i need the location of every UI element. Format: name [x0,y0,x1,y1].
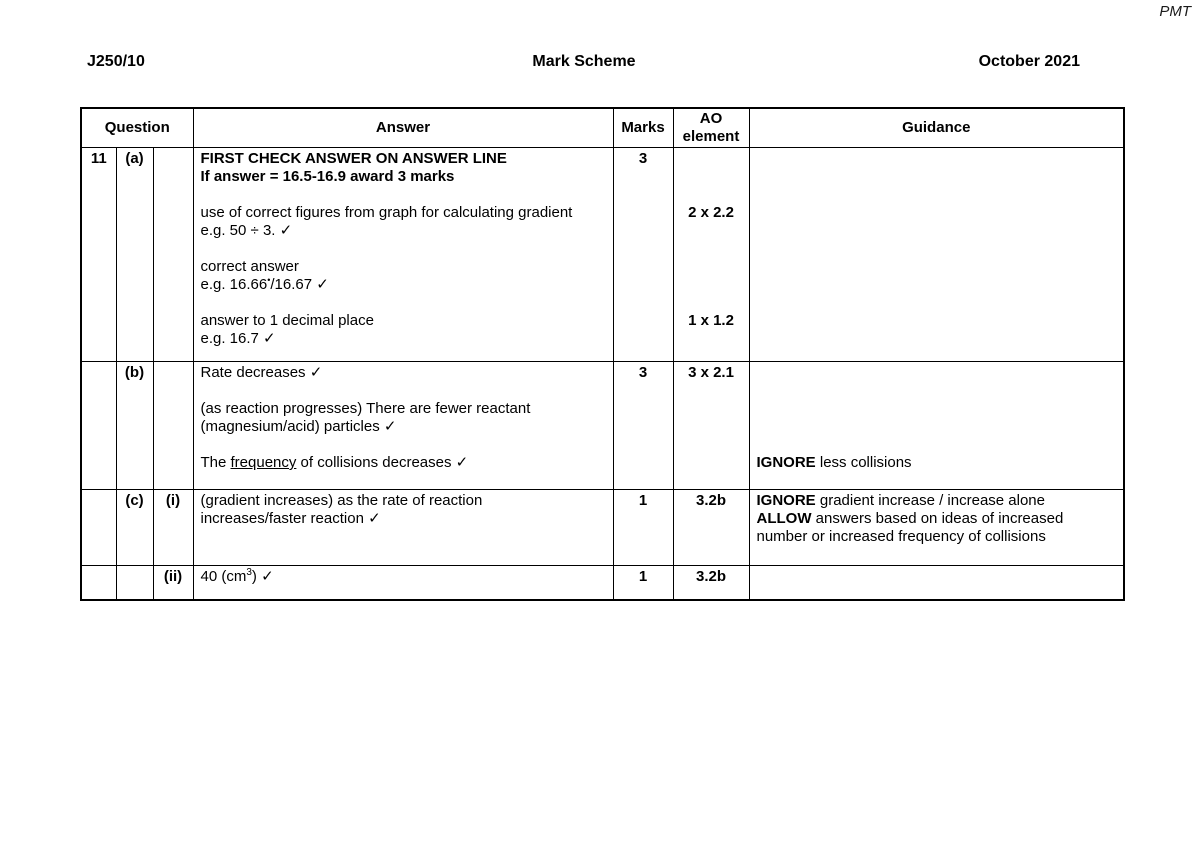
ao-element-value: 3.2b [695,492,726,509]
answer-text: The [200,454,231,471]
question-part [116,566,153,600]
value-text: /16.67 ✓ [270,276,329,293]
marks-cell-11ci: 1 [613,490,673,566]
paper-code: J250/10 [87,53,145,70]
row-11c-ii [81,566,1124,600]
blank-line [201,382,606,400]
pmt-watermark: PMT [1159,3,1191,20]
superscript-3: 3 [246,567,252,578]
answer-text: ) ✓ [251,568,274,585]
question-number [81,362,116,490]
row-11c-i [81,490,1124,566]
question-sub [153,362,193,490]
question-number [81,490,116,566]
guidance-text: gradient increase / increase alone [815,492,1045,509]
guidance-text: answers based on ideas of increased [811,510,1064,527]
question-sub: (ii) [153,566,193,600]
marking-point: use of correct figures from graph for calculating gradient [200,204,573,221]
blank-line [201,186,606,204]
blank-line [201,240,606,258]
guidance-line [757,454,1117,472]
marking-point: Rate decreases ✓ [200,364,323,381]
row-11a [81,148,1124,362]
guidance-cell-11b [749,362,1124,490]
question-part: (c) [116,490,153,566]
marking-point: (gradient increases) as the rate of reaction [200,492,483,509]
table-header-row [81,108,1124,148]
ao-element-value: 3.2b [695,568,726,585]
answer-text: 40 (cm [200,568,247,585]
guidance-keyword: ALLOW [756,510,812,527]
guidance-cell-11ci [749,490,1124,566]
ao-element-value: 2 x 2.2 [688,204,734,221]
session-date: October 2021 [978,53,1080,70]
blank-line [201,436,606,454]
marking-point: correct answer [200,258,299,275]
marks-cell-11a: 3 [613,148,673,362]
marking-point-example [201,276,606,294]
document-header [0,53,1200,73]
question-sub: (i) [153,490,193,566]
question-sub [153,148,193,362]
question-number: 11 [81,148,116,362]
marks-cell-11b: 3 [613,362,673,490]
mark-scheme-table [80,107,1125,601]
marks-column-header: Marks [613,108,673,148]
ao-element-cell-11ci [673,490,749,566]
marking-point-example: e.g. 50 ÷ 3. ✓ [200,222,293,239]
value-text: e.g. 16.66 [200,276,268,293]
marking-point [201,568,606,586]
question-part: (a) [116,148,153,362]
ao-element-value: 1 x 1.2 [688,312,734,329]
guidance-text: less collisions [815,454,912,471]
ao-element-column-header: AO element [673,108,749,148]
answer-cell-11a [193,148,613,362]
marks-cell-11cii: 1 [613,566,673,600]
answer-cell-11b [193,362,613,490]
guidance-cell-11a [749,148,1124,362]
question-column-header: Question [81,108,193,148]
guidance-line: number or increased frequency of collisions [756,528,1046,545]
row-11b [81,362,1124,490]
marking-point [201,454,606,472]
guidance-keyword: IGNORE [756,492,816,509]
guidance-line [757,492,1117,510]
document-title: Mark Scheme [532,53,636,70]
ao-element-cell-11a [673,148,749,362]
answer-cell-11cii [193,566,613,600]
marking-point: answer to 1 decimal place [200,312,374,329]
guidance-column-header: Guidance [749,108,1124,148]
question-number [81,566,116,600]
answer-instruction-line: FIRST CHECK ANSWER ON ANSWER LINE [200,150,507,167]
ao-element-value: 3 x 2.1 [688,364,734,381]
marking-point: (as reaction progresses) There are fewer reactant [200,400,531,417]
guidance-cell-11cii [749,566,1124,600]
answer-instruction-line: If answer = 16.5-16.9 award 3 marks [200,168,455,185]
answer-text: of collisions decreases ✓ [296,454,469,471]
guidance-line [757,510,1117,528]
guidance-keyword: IGNORE [756,454,816,471]
underlined-word: frequency [230,454,297,471]
blank-line [201,294,606,312]
answer-column-header: Answer [193,108,613,148]
ao-element-cell-11cii [673,566,749,600]
recurring-decimal-dot: • [267,275,271,285]
ao-element-cell-11b [673,362,749,490]
marking-point: (magnesium/acid) particles ✓ [200,418,397,435]
answer-cell-11ci [193,490,613,566]
question-part: (b) [116,362,153,490]
marking-point-example: e.g. 16.7 ✓ [200,330,276,347]
marking-point: increases/faster reaction ✓ [200,510,381,527]
